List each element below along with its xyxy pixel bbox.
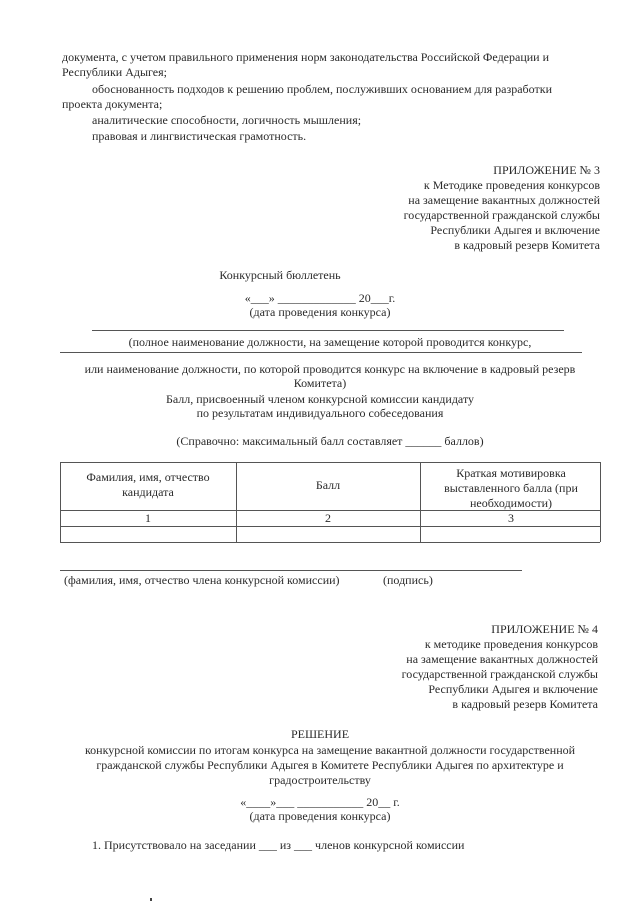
- position-line-1: [92, 330, 564, 331]
- appendix4-header-1: ПРИЛОЖЕНИЕ № 4: [491, 622, 598, 636]
- score-caption-1: Балл, присвоенный членом конкурсной комиссии кандидату: [165, 392, 475, 406]
- position-caption-2: или наименование должности, по которой проводится конкурс на включение в кадровый резерв: [84, 362, 576, 376]
- table-header-candidate: Фамилия, имя, отчество кандидата: [86, 470, 210, 499]
- intro-line-5: аналитические способности, логичность мышления;: [92, 113, 362, 127]
- intro-line-6: правовая и лингвистическая грамотность.: [92, 129, 307, 143]
- ballot-date-caption: (дата проведения конкурса): [249, 305, 391, 319]
- position-caption-3: Комитета): [293, 376, 347, 390]
- intro-line-4: проекта документа;: [62, 97, 163, 111]
- appendix3-header-4: государственной гражданской службы: [403, 208, 600, 222]
- decision-date-line: «____»___ ___________ 20__ г.: [240, 795, 400, 809]
- appendix4-header-6: в кадровый резерв Комитета: [452, 697, 598, 711]
- appendix4-header-2: к методике проведения конкурсов: [424, 637, 598, 651]
- decision-subtitle-3: градостроительству: [269, 773, 371, 787]
- decision-date-caption: (дата проведения конкурса): [249, 809, 391, 823]
- decision-title: РЕШЕНИЕ: [290, 727, 350, 741]
- table-col-number-3: 3: [508, 511, 514, 525]
- table-col-number-1: 1: [145, 511, 151, 525]
- ballot-date-line: «___» _____________ 20___г.: [244, 291, 396, 305]
- decision-subtitle-2: гражданской службы Республики Адыгея в Комитете Республики Адыгея по архитектуре и: [96, 758, 564, 772]
- intro-line-2: Республики Адыгея;: [62, 65, 167, 79]
- intro-line-1: документа, с учетом правильного применения норм законодательства Российской Федерации и: [62, 50, 550, 64]
- decision-item-1: 1. Присутствовало на заседании ___ из ___ членов конкурсной комиссии: [92, 838, 465, 852]
- table-header-motivation: Краткая мотивировка выставленного балла (при необходимости): [444, 466, 578, 510]
- signature-caption-sign: (подпись): [383, 573, 433, 587]
- appendix4-header-4: государственной гражданской службы: [401, 667, 598, 681]
- position-line-2: [60, 352, 582, 353]
- signature-caption-name: (фамилия, имя, отчество члена конкурсной комиссии): [64, 573, 340, 587]
- appendix3-header-2: к Методике проведения конкурсов: [423, 178, 600, 192]
- score-caption-2: по результатам индивидуального собеседования: [196, 406, 444, 420]
- appendix4-header-3: на замещение вакантных должностей: [406, 652, 598, 666]
- signature-line: [60, 570, 522, 571]
- appendix3-header-5: Республики Адыгея и включение: [430, 223, 600, 237]
- table-header-score: Балл: [315, 478, 341, 492]
- decision-subtitle-1: конкурсной комиссии по итогам конкурса на замещение вакантной должности государственной: [84, 743, 576, 757]
- table-col-number-2: 2: [325, 511, 331, 525]
- max-score-reference: (Справочно: максимальный балл составляет ______ баллов): [176, 434, 484, 448]
- intro-line-3: обоснованность подходов к решению проблем, послуживших основанием для разработки: [92, 82, 553, 96]
- appendix3-header-3: на замещение вакантных должностей: [408, 193, 600, 207]
- appendix4-header-5: Республики Адыгея и включение: [428, 682, 598, 696]
- scan-speck: [150, 898, 152, 901]
- ballot-title: Конкурсный бюллетень: [219, 268, 341, 282]
- appendix3-header-6: в кадровый резерв Комитета: [454, 238, 600, 252]
- appendix3-header-1: ПРИЛОЖЕНИЕ № 3: [493, 163, 600, 177]
- position-caption-1: (полное наименование должности, на замещение которой проводится конкурс,: [128, 335, 532, 349]
